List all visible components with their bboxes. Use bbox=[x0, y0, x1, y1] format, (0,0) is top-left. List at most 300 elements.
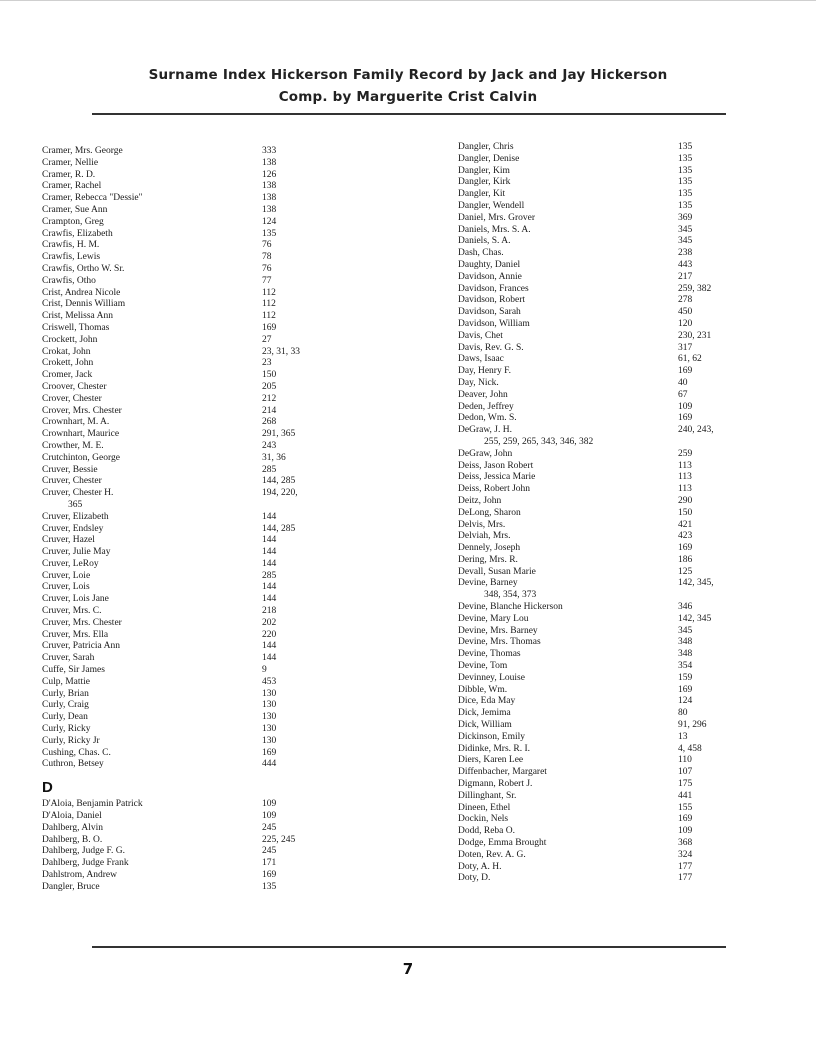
index-entry bbox=[42, 630, 402, 642]
entry-pages: 67 bbox=[678, 389, 688, 400]
entry-pages: 217 bbox=[678, 271, 693, 282]
index-entry bbox=[458, 413, 758, 425]
entry-name: Cramer, Mrs. George bbox=[42, 146, 123, 156]
entry-name: Cramer, Sue Ann bbox=[42, 204, 108, 215]
index-entry bbox=[458, 744, 758, 756]
index-entry bbox=[42, 311, 402, 323]
entry-name: Davidson, William bbox=[458, 318, 530, 329]
index-entry bbox=[42, 799, 402, 811]
index-entry bbox=[458, 567, 758, 579]
index-entry bbox=[42, 641, 402, 653]
entry-name: Dangler, Kirk bbox=[458, 177, 511, 188]
header-divider bbox=[92, 113, 726, 115]
entry-pages: 124 bbox=[262, 216, 277, 227]
entry-name: Cruver, Sarah bbox=[42, 653, 95, 664]
entry-pages: 171 bbox=[262, 858, 277, 869]
entry-pages: 202 bbox=[262, 617, 277, 628]
entry-name: Crist, Melissa Ann bbox=[42, 311, 113, 322]
entry-pages: 126 bbox=[262, 169, 277, 180]
index-entry bbox=[42, 299, 402, 311]
entry-pages: 120 bbox=[678, 318, 693, 329]
index-entry bbox=[458, 177, 758, 189]
index-entry bbox=[42, 170, 402, 182]
index-entry bbox=[42, 870, 402, 882]
index-entry bbox=[458, 472, 758, 484]
index-entry bbox=[458, 708, 758, 720]
index-entry bbox=[458, 201, 758, 213]
entry-pages: 155 bbox=[678, 802, 693, 813]
footer-divider bbox=[92, 946, 726, 948]
index-entry bbox=[458, 248, 758, 260]
entry-pages: 130 bbox=[262, 712, 277, 723]
right-entry-list bbox=[458, 142, 758, 885]
index-entry bbox=[42, 618, 402, 630]
entry-name: Devine, Mrs. Barney bbox=[458, 625, 538, 636]
index-entry bbox=[458, 307, 758, 319]
index-entry bbox=[42, 217, 402, 229]
entry-name: Crawfis, Lewis bbox=[42, 252, 101, 263]
index-entry bbox=[458, 354, 758, 366]
index-entry bbox=[42, 571, 402, 583]
entry-pages: 441 bbox=[678, 790, 693, 801]
entry-name: Cruver, Elizabeth bbox=[42, 511, 109, 522]
entry-pages: 421 bbox=[678, 519, 693, 530]
entry-pages: 61, 62 bbox=[678, 354, 702, 365]
index-entry bbox=[42, 323, 402, 335]
index-entry bbox=[458, 543, 758, 555]
index-entry bbox=[458, 850, 758, 862]
index-entry bbox=[42, 736, 402, 748]
entry-name: Daniels, Mrs. S. A. bbox=[458, 224, 531, 235]
entry-pages: 245 bbox=[262, 846, 277, 857]
entry-pages: 144 bbox=[262, 594, 277, 605]
entry-name: Dahlberg, B. O. bbox=[42, 834, 103, 845]
entry-pages: 77 bbox=[262, 275, 272, 286]
page-number: 7 bbox=[402, 960, 414, 978]
entry-name: Davis, Chet bbox=[458, 330, 503, 341]
entry-pages: 13 bbox=[678, 731, 688, 742]
entry-pages: 31, 36 bbox=[262, 452, 286, 463]
entry-name: Diffenbacher, Margaret bbox=[458, 767, 547, 778]
entry-name: Cromer, Jack bbox=[42, 370, 93, 381]
entry-pages: 230, 231 bbox=[678, 330, 712, 341]
index-entry bbox=[42, 276, 402, 288]
entry-pages: 450 bbox=[678, 307, 693, 318]
entry-name: Cushing, Chas. C. bbox=[42, 747, 111, 758]
index-entry bbox=[42, 229, 402, 241]
entry-pages: 144 bbox=[262, 535, 277, 546]
entry-pages: 159 bbox=[678, 672, 693, 683]
entry-name: Cramer, R. D. bbox=[42, 169, 96, 180]
entry-name: Criswell, Thomas bbox=[42, 322, 110, 333]
index-entry bbox=[458, 873, 758, 885]
entry-pages: 76 bbox=[262, 240, 272, 251]
entry-pages: 268 bbox=[262, 417, 277, 428]
entry-pages: 225, 245 bbox=[262, 834, 296, 845]
entry-pages: 205 bbox=[262, 381, 277, 392]
entry-pages: 214 bbox=[262, 405, 277, 416]
index-entry bbox=[458, 154, 758, 166]
index-column-right bbox=[458, 142, 758, 885]
entry-pages: 112 bbox=[262, 311, 276, 322]
entry-pages: 194, 220, bbox=[262, 488, 298, 499]
index-entry bbox=[458, 236, 758, 248]
index-entry bbox=[42, 465, 402, 477]
left-entry-list bbox=[42, 146, 402, 771]
entry-pages: 144 bbox=[262, 511, 277, 522]
index-entry bbox=[458, 272, 758, 284]
entry-name: Curly, Craig bbox=[42, 700, 89, 711]
entry-pages: 113 bbox=[678, 484, 692, 495]
index-entry bbox=[458, 189, 758, 201]
entry-name: Cuthron, Betsey bbox=[42, 759, 104, 770]
entry-name: Crutchinton, George bbox=[42, 452, 120, 463]
index-entry bbox=[42, 689, 402, 701]
index-entry bbox=[42, 382, 402, 394]
entry-pages-continued: 255, 259, 265, 343, 346, 382 bbox=[484, 436, 594, 447]
entry-name: Deiss, Jessica Marie bbox=[458, 472, 536, 483]
index-entry bbox=[458, 685, 758, 697]
section-letter-d: D bbox=[42, 779, 53, 797]
entry-pages: 169 bbox=[678, 684, 693, 695]
entry-name: D'Aloia, Daniel bbox=[42, 811, 102, 822]
entry-pages: 112 bbox=[262, 287, 276, 298]
entry-name: Crampton, Greg bbox=[42, 216, 104, 227]
index-entry bbox=[458, 508, 758, 520]
entry-pages: 135 bbox=[262, 228, 277, 239]
entry-pages: 169 bbox=[678, 413, 693, 424]
index-entry bbox=[458, 402, 758, 414]
entry-pages: 443 bbox=[678, 259, 693, 270]
entry-pages: 423 bbox=[678, 531, 693, 542]
entry-name: Dick, Jemima bbox=[458, 708, 511, 719]
index-entry bbox=[458, 331, 758, 343]
entry-pages: 169 bbox=[262, 322, 277, 333]
entry-name: Dahlstrom, Andrew bbox=[42, 870, 117, 881]
index-entry bbox=[458, 614, 758, 626]
entry-name: DeGraw, John bbox=[458, 448, 513, 459]
entry-pages: 348 bbox=[678, 637, 693, 648]
index-entry bbox=[42, 335, 402, 347]
entry-pages: 259 bbox=[678, 448, 693, 459]
entry-pages: 453 bbox=[262, 676, 277, 687]
entry-pages: 130 bbox=[262, 688, 277, 699]
entry-name: Culp, Mattie bbox=[42, 676, 91, 687]
entry-pages: 333 bbox=[262, 146, 277, 156]
index-entry bbox=[458, 390, 758, 402]
entry-pages: 345 bbox=[678, 224, 693, 235]
entry-name: Curly, Dean bbox=[42, 712, 88, 723]
entry-name: Cruver, Mrs. C. bbox=[42, 606, 102, 617]
entry-pages: 285 bbox=[262, 464, 277, 475]
index-entry bbox=[42, 146, 402, 158]
entry-name: Dangler, Bruce bbox=[42, 881, 100, 892]
entry-name: Cruver, Patricia Ann bbox=[42, 641, 120, 652]
index-entry bbox=[458, 767, 758, 779]
entry-name: Devine, Thomas bbox=[458, 649, 521, 660]
entry-name: Cuffe, Sir James bbox=[42, 665, 105, 676]
entry-name: Dice, Eda May bbox=[458, 696, 516, 707]
entry-pages: 324 bbox=[678, 849, 693, 860]
entry-name: Daughty, Daniel bbox=[458, 259, 521, 270]
entry-pages: 169 bbox=[678, 366, 693, 377]
entry-pages: 144, 285 bbox=[262, 523, 296, 534]
index-entry bbox=[458, 484, 758, 496]
entry-name: Devine, Mrs. Thomas bbox=[458, 637, 541, 648]
entry-pages: 444 bbox=[262, 759, 277, 770]
index-entry bbox=[42, 488, 402, 500]
entry-pages: 285 bbox=[262, 570, 277, 581]
entry-name: Dick, William bbox=[458, 720, 512, 731]
entry-name: Crist, Dennis William bbox=[42, 299, 126, 310]
entry-pages: 138 bbox=[262, 181, 277, 192]
entry-name: Dibble, Wm. bbox=[458, 684, 508, 695]
entry-name: Crawfis, Ortho W. Sr. bbox=[42, 263, 125, 274]
entry-name: Delvis, Mrs. bbox=[458, 519, 506, 530]
entry-pages: 348 bbox=[678, 649, 693, 660]
entry-name: Devine, Mary Lou bbox=[458, 613, 529, 624]
index-entry bbox=[42, 181, 402, 193]
entry-pages: 76 bbox=[262, 263, 272, 274]
entry-pages: 291, 365 bbox=[262, 429, 296, 440]
title-line-2: Comp. by Marguerite Crist Calvin bbox=[278, 89, 538, 105]
index-entry bbox=[458, 425, 758, 437]
entry-name: Digmann, Robert J. bbox=[458, 779, 533, 790]
index-entry bbox=[42, 653, 402, 665]
entry-pages: 109 bbox=[678, 401, 693, 412]
entry-pages: 109 bbox=[262, 811, 277, 822]
index-entry bbox=[458, 803, 758, 815]
entry-name: Crokat, John bbox=[42, 346, 91, 357]
entry-name: Dennely, Joseph bbox=[458, 543, 521, 554]
index-entry bbox=[458, 260, 758, 272]
entry-pages: 240, 243, bbox=[678, 425, 714, 436]
entry-pages: 135 bbox=[262, 881, 277, 892]
entry-pages: 169 bbox=[678, 543, 693, 554]
entry-name: Cruver, Loie bbox=[42, 570, 91, 581]
entry-pages: 135 bbox=[678, 153, 693, 164]
entry-name: Doten, Rev. A. G. bbox=[458, 849, 526, 860]
entry-pages: 346 bbox=[678, 602, 693, 613]
entry-pages: 169 bbox=[678, 814, 693, 825]
entry-name: Daws, Isaac bbox=[458, 354, 504, 365]
index-entry bbox=[458, 755, 758, 767]
entry-pages: 175 bbox=[678, 779, 693, 790]
entry-name: Dodd, Reba O. bbox=[458, 826, 515, 837]
entry-pages: 150 bbox=[262, 370, 277, 381]
entry-name: Devinney, Louise bbox=[458, 672, 525, 683]
index-entry bbox=[458, 673, 758, 685]
index-entry bbox=[42, 205, 402, 217]
entry-name: Croover, Chester bbox=[42, 381, 107, 392]
index-entry bbox=[42, 406, 402, 418]
index-entry bbox=[42, 582, 402, 594]
entry-name: Crawfis, Otho bbox=[42, 275, 96, 286]
entry-name: Curly, Ricky Jr bbox=[42, 735, 100, 746]
entry-pages: 354 bbox=[678, 661, 693, 672]
entry-name: Dangler, Kit bbox=[458, 189, 506, 200]
entry-name: Crockett, John bbox=[42, 334, 98, 345]
index-entry bbox=[42, 453, 402, 465]
entry-name: Crover, Chester bbox=[42, 393, 102, 404]
entry-name: Cruver, Hazel bbox=[42, 535, 95, 546]
index-entry bbox=[42, 535, 402, 547]
entry-pages: 130 bbox=[262, 724, 277, 735]
page-title bbox=[0, 64, 816, 108]
entry-pages: 345 bbox=[678, 625, 693, 636]
index-entry bbox=[458, 661, 758, 673]
index-entry bbox=[458, 166, 758, 178]
entry-name: Doty, A. H. bbox=[458, 861, 502, 872]
entry-name: Didinke, Mrs. R. I. bbox=[458, 743, 531, 754]
entry-name: Cruver, Lois bbox=[42, 582, 90, 593]
index-entry bbox=[42, 835, 402, 847]
entry-pages: 78 bbox=[262, 252, 272, 263]
entry-name: Dickinson, Emily bbox=[458, 731, 526, 742]
entry-pages: 4, 458 bbox=[678, 743, 702, 754]
entry-name: Cruver, Bessie bbox=[42, 464, 98, 475]
index-entry bbox=[42, 594, 402, 606]
entry-pages: 345 bbox=[678, 236, 693, 247]
entry-pages: 138 bbox=[262, 157, 277, 168]
entry-name: Deiss, Jason Robert bbox=[458, 460, 534, 471]
index-entry bbox=[458, 696, 758, 708]
entry-pages: 91, 296 bbox=[678, 720, 707, 731]
entry-name: Devine, Barney bbox=[458, 578, 518, 589]
entry-pages: 177 bbox=[678, 861, 693, 872]
entry-name: Dockin, Nels bbox=[458, 814, 509, 825]
entry-name: Cramer, Rebecca "Dessie" bbox=[42, 193, 143, 204]
entry-name: Crownhart, M. A. bbox=[42, 417, 110, 428]
entry-name: Dahlberg, Alvin bbox=[42, 822, 104, 833]
index-entry bbox=[42, 712, 402, 724]
index-entry bbox=[42, 759, 402, 771]
index-entry bbox=[42, 559, 402, 571]
entry-name: Cruver, Julie May bbox=[42, 547, 111, 558]
index-entry bbox=[458, 284, 758, 296]
entry-name: Cruver, Lois Jane bbox=[42, 594, 109, 605]
entry-pages: 23 bbox=[262, 358, 272, 369]
index-entry bbox=[42, 823, 402, 835]
index-entry bbox=[458, 732, 758, 744]
index-entry bbox=[458, 461, 758, 473]
entry-pages: 135 bbox=[678, 165, 693, 176]
entry-pages: 135 bbox=[678, 177, 693, 188]
index-entry bbox=[42, 524, 402, 536]
entry-name: DeGraw, J. H. bbox=[458, 425, 512, 436]
entry-pages: 138 bbox=[262, 204, 277, 215]
entry-pages: 9 bbox=[262, 665, 267, 676]
entry-name: Diers, Karen Lee bbox=[458, 755, 524, 766]
entry-name: Dodge, Emma Brought bbox=[458, 838, 547, 849]
entry-name: Cramer, Nellie bbox=[42, 157, 99, 168]
section-d-entry-list bbox=[42, 799, 402, 893]
entry-name: Davidson, Frances bbox=[458, 283, 529, 294]
entry-pages: 109 bbox=[262, 799, 277, 810]
entry-name: Deitz, John bbox=[458, 495, 502, 506]
entry-pages: 243 bbox=[262, 440, 277, 451]
index-column-left bbox=[42, 146, 402, 894]
index-entry bbox=[42, 417, 402, 429]
entry-name: Cramer, Rachel bbox=[42, 181, 102, 192]
entry-pages: 169 bbox=[262, 870, 277, 881]
entry-pages: 144 bbox=[262, 582, 277, 593]
entry-name: Deaver, John bbox=[458, 389, 508, 400]
entry-pages: 245 bbox=[262, 822, 277, 833]
entry-pages: 40 bbox=[678, 377, 688, 388]
entry-name: Cruver, Mrs. Ella bbox=[42, 629, 109, 640]
entry-name: Cruver, Chester H. bbox=[42, 488, 114, 499]
index-entry bbox=[458, 555, 758, 567]
index-entry bbox=[458, 225, 758, 237]
index-entry bbox=[42, 240, 402, 252]
entry-name: Devine, Blanche Hickerson bbox=[458, 602, 563, 613]
index-entry bbox=[458, 637, 758, 649]
entry-name: D'Aloia, Benjamin Patrick bbox=[42, 799, 143, 810]
index-entry bbox=[42, 347, 402, 359]
entry-pages: 144 bbox=[262, 653, 277, 664]
index-entry bbox=[42, 158, 402, 170]
index-entry bbox=[42, 846, 402, 858]
entry-name: Devall, Susan Marie bbox=[458, 566, 536, 577]
entry-name: Delviah, Mrs. bbox=[458, 531, 511, 542]
index-entry bbox=[458, 319, 758, 331]
index-entry bbox=[458, 720, 758, 732]
entry-pages: 218 bbox=[262, 606, 277, 617]
entry-pages: 109 bbox=[678, 826, 693, 837]
entry-pages: 177 bbox=[678, 873, 693, 884]
index-entry bbox=[458, 838, 758, 850]
entry-pages-continued: 348, 354, 373 bbox=[484, 590, 537, 601]
index-entry bbox=[458, 366, 758, 378]
index-entry bbox=[42, 441, 402, 453]
index-entry bbox=[42, 700, 402, 712]
entry-name: Deiss, Robert John bbox=[458, 484, 531, 495]
entry-pages: 220 bbox=[262, 629, 277, 640]
entry-name: Dangler, Chris bbox=[458, 142, 514, 152]
entry-pages: 144 bbox=[262, 641, 277, 652]
entry-pages: 124 bbox=[678, 696, 693, 707]
index-entry bbox=[42, 724, 402, 736]
entry-pages: 259, 382 bbox=[678, 283, 712, 294]
index-entry bbox=[42, 811, 402, 823]
index-entry bbox=[458, 295, 758, 307]
index-entry bbox=[42, 193, 402, 205]
entry-name: Deden, Jeffrey bbox=[458, 401, 514, 412]
entry-pages: 112 bbox=[262, 299, 276, 310]
entry-pages: 80 bbox=[678, 708, 688, 719]
index-entry bbox=[42, 394, 402, 406]
entry-pages: 138 bbox=[262, 193, 277, 204]
index-entry bbox=[42, 606, 402, 618]
entry-pages: 368 bbox=[678, 838, 693, 849]
entry-pages: 150 bbox=[678, 507, 693, 518]
entry-name: Dillinghant, Sr. bbox=[458, 790, 517, 801]
entry-pages: 169 bbox=[262, 747, 277, 758]
index-entry bbox=[42, 547, 402, 559]
entry-pages: 135 bbox=[678, 189, 693, 200]
entry-name: Cruver, Endsley bbox=[42, 523, 104, 534]
entry-pages: 130 bbox=[262, 735, 277, 746]
entry-pages: 113 bbox=[678, 472, 692, 483]
index-entry bbox=[458, 779, 758, 791]
entry-pages: 212 bbox=[262, 393, 277, 404]
entry-pages: 125 bbox=[678, 566, 693, 577]
entry-name: Crist, Andrea Nicole bbox=[42, 287, 121, 298]
index-entry bbox=[42, 429, 402, 441]
entry-name: Day, Nick. bbox=[458, 377, 499, 388]
index-entry bbox=[42, 748, 402, 760]
